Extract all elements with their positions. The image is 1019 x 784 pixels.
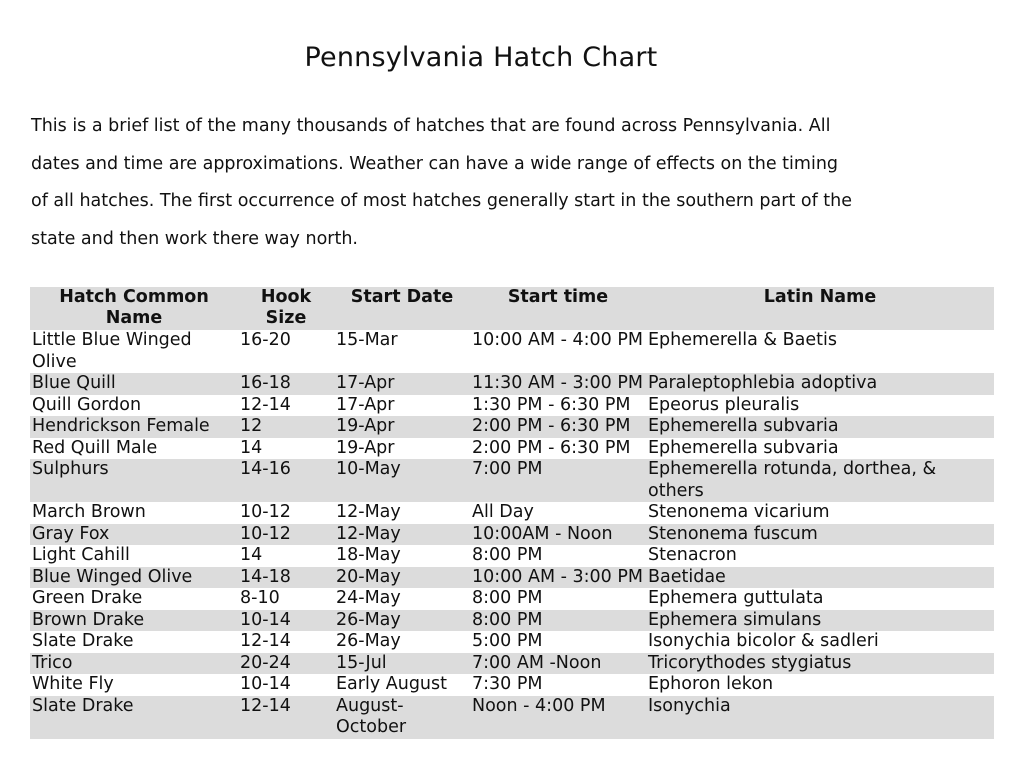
cell-start-time: 10:00 AM - 4:00 PM <box>472 330 644 350</box>
table-row <box>30 438 994 460</box>
table-row <box>30 502 994 524</box>
cell-start-time: 11:30 AM - 3:00 PM <box>470 373 646 395</box>
cell-hook-size: 14 <box>240 545 263 565</box>
cell-hook-size: 10-12 <box>238 524 334 546</box>
cell-latin-name: Baetidae <box>646 567 994 589</box>
cell-common-name: Gray Fox <box>30 524 238 546</box>
cell-common-name: March Brown <box>32 502 146 522</box>
cell-start-date: August-October <box>334 696 470 739</box>
cell-latin-name: Ephemerella subvaria <box>646 416 994 438</box>
cell-common-name: Quill Gordon <box>32 394 142 415</box>
cell-common-name: Light Cahill <box>32 545 130 565</box>
cell-common-name: Hendrickson Female <box>30 416 238 438</box>
cell-start-time: 8:00 PM <box>472 588 543 608</box>
cell-hook-size: 10-14 <box>238 610 334 632</box>
header-latin-name: Latin Name <box>646 287 994 330</box>
cell-start-time: 7:30 PM <box>472 674 543 694</box>
table-row <box>30 373 994 395</box>
cell-common-name: Trico <box>30 653 238 675</box>
cell-start-date: Early August <box>336 674 447 694</box>
cell-hook-size: 14 <box>240 437 263 458</box>
cell-hook-size: 16-20 <box>240 330 291 350</box>
cell-start-date: 12-May <box>334 524 470 546</box>
cell-latin-name: Ephemerella subvaria <box>648 437 839 458</box>
hatch-table <box>30 287 994 739</box>
cell-start-date: 18-May <box>336 545 401 565</box>
cell-latin-name: Ephoron lekon <box>648 674 774 694</box>
cell-common-name: Blue Quill <box>30 373 238 395</box>
cell-start-date: 17-Apr <box>336 394 395 415</box>
cell-latin-name: Ephemera guttulata <box>648 588 824 608</box>
cell-hook-size: 14-18 <box>238 567 334 589</box>
intro-line: of all hatches. The first occurrence of most hatches generally start in the southern part of the <box>31 191 853 211</box>
cell-common-name: Little Blue Winged Olive <box>32 330 192 372</box>
cell-hook-size: 10-12 <box>240 502 291 522</box>
cell-start-time: 10:00 AM - 3:00 PM <box>470 567 646 589</box>
table-row <box>30 588 994 610</box>
cell-common-name: Green Drake <box>32 588 143 608</box>
cell-latin-name: Isonychia bicolor & sadleri <box>648 631 879 651</box>
cell-common-name: Slate Drake <box>30 696 238 739</box>
cell-latin-name: Stenonema fuscum <box>646 524 994 546</box>
table-row <box>30 395 994 417</box>
cell-start-date: 20-May <box>334 567 470 589</box>
cell-latin-name: Stenacron <box>648 545 737 565</box>
cell-start-time: 2:00 PM - 6:30 PM <box>472 437 631 458</box>
cell-start-time: 8:00 PM <box>472 545 543 565</box>
cell-start-date: 15-Jul <box>334 653 470 675</box>
cell-common-name: Red Quill Male <box>32 437 158 458</box>
cell-latin-name: Stenonema vicarium <box>648 502 830 522</box>
table-row <box>30 631 994 653</box>
cell-hook-size: 12-14 <box>238 696 334 739</box>
cell-start-date: 19-Apr <box>334 416 470 438</box>
cell-hook-size: 20-24 <box>238 653 334 675</box>
cell-start-date: 24-May <box>336 588 401 608</box>
table-row <box>30 653 994 675</box>
cell-start-date: 12-May <box>336 502 401 522</box>
intro-line: This is a brief list of the many thousands of hatches that are found across Pennsylvania. All <box>31 116 831 136</box>
cell-common-name: Blue Winged Olive <box>30 567 238 589</box>
cell-start-time: 2:00 PM - 6:30 PM <box>470 416 646 438</box>
header-start-time: Start time <box>470 287 646 330</box>
cell-hook-size: 12 <box>238 416 334 438</box>
table-row <box>30 524 994 546</box>
table-row <box>30 416 994 438</box>
cell-start-date: 19-Apr <box>336 437 395 458</box>
cell-latin-name: Ephemerella & Baetis <box>648 330 837 350</box>
cell-start-time: Noon - 4:00 PM <box>470 696 646 739</box>
cell-start-time: 5:00 PM <box>472 631 543 651</box>
table-row <box>30 674 994 696</box>
intro-line: dates and time are approximations. Weather can have a wide range of effects on the timing <box>31 153 839 174</box>
table-row <box>30 696 994 739</box>
table-row <box>30 330 994 373</box>
intro-paragraph <box>31 108 991 258</box>
table-row <box>30 610 994 632</box>
cell-hook-size: 12-14 <box>240 394 291 415</box>
table-row <box>30 545 994 567</box>
cell-hook-size: 8-10 <box>240 588 280 608</box>
cell-start-date: 26-May <box>334 610 470 632</box>
cell-hook-size: 12-14 <box>240 631 291 651</box>
cell-common-name: Brown Drake <box>30 610 238 632</box>
cell-latin-name: Epeorus pleuralis <box>648 394 800 415</box>
cell-common-name: Slate Drake <box>32 631 134 651</box>
cell-latin-name: Paraleptophlebia adoptiva <box>646 373 994 395</box>
page-title: Pennsylvania Hatch Chart <box>304 42 658 73</box>
cell-hook-size: 14-16 <box>238 459 334 502</box>
cell-start-time: 10:00AM - Noon <box>470 524 646 546</box>
cell-start-date: 10-May <box>334 459 470 502</box>
header-hook-size: Hook Size <box>238 287 334 330</box>
cell-start-time: 7:00 AM -Noon <box>470 653 646 675</box>
intro-line: state and then work there way north. <box>31 228 358 249</box>
cell-start-time: 7:00 PM <box>470 459 646 502</box>
cell-start-date: 26-May <box>336 631 401 651</box>
cell-common-name: White Fly <box>32 674 114 694</box>
header-hatch-common-name: Hatch Common Name <box>30 287 238 330</box>
cell-common-name: Sulphurs <box>30 459 238 502</box>
cell-start-date: 17-Apr <box>334 373 470 395</box>
table-row <box>30 567 994 589</box>
table-row <box>30 459 994 502</box>
cell-start-time: 1:30 PM - 6:30 PM <box>472 394 631 415</box>
cell-latin-name: Ephemerella rotunda, dorthea, & others <box>646 459 994 502</box>
header-start-date: Start Date <box>334 287 470 330</box>
cell-latin-name: Tricorythodes stygiatus <box>646 653 994 675</box>
table-header-row <box>30 287 994 330</box>
cell-start-time: 8:00 PM <box>470 610 646 632</box>
cell-hook-size: 16-18 <box>238 373 334 395</box>
cell-latin-name: Ephemera simulans <box>646 610 994 632</box>
cell-hook-size: 10-14 <box>240 674 291 694</box>
cell-latin-name: Isonychia <box>646 696 994 739</box>
cell-start-date: 15-Mar <box>336 330 398 350</box>
cell-start-time: All Day <box>472 502 534 522</box>
